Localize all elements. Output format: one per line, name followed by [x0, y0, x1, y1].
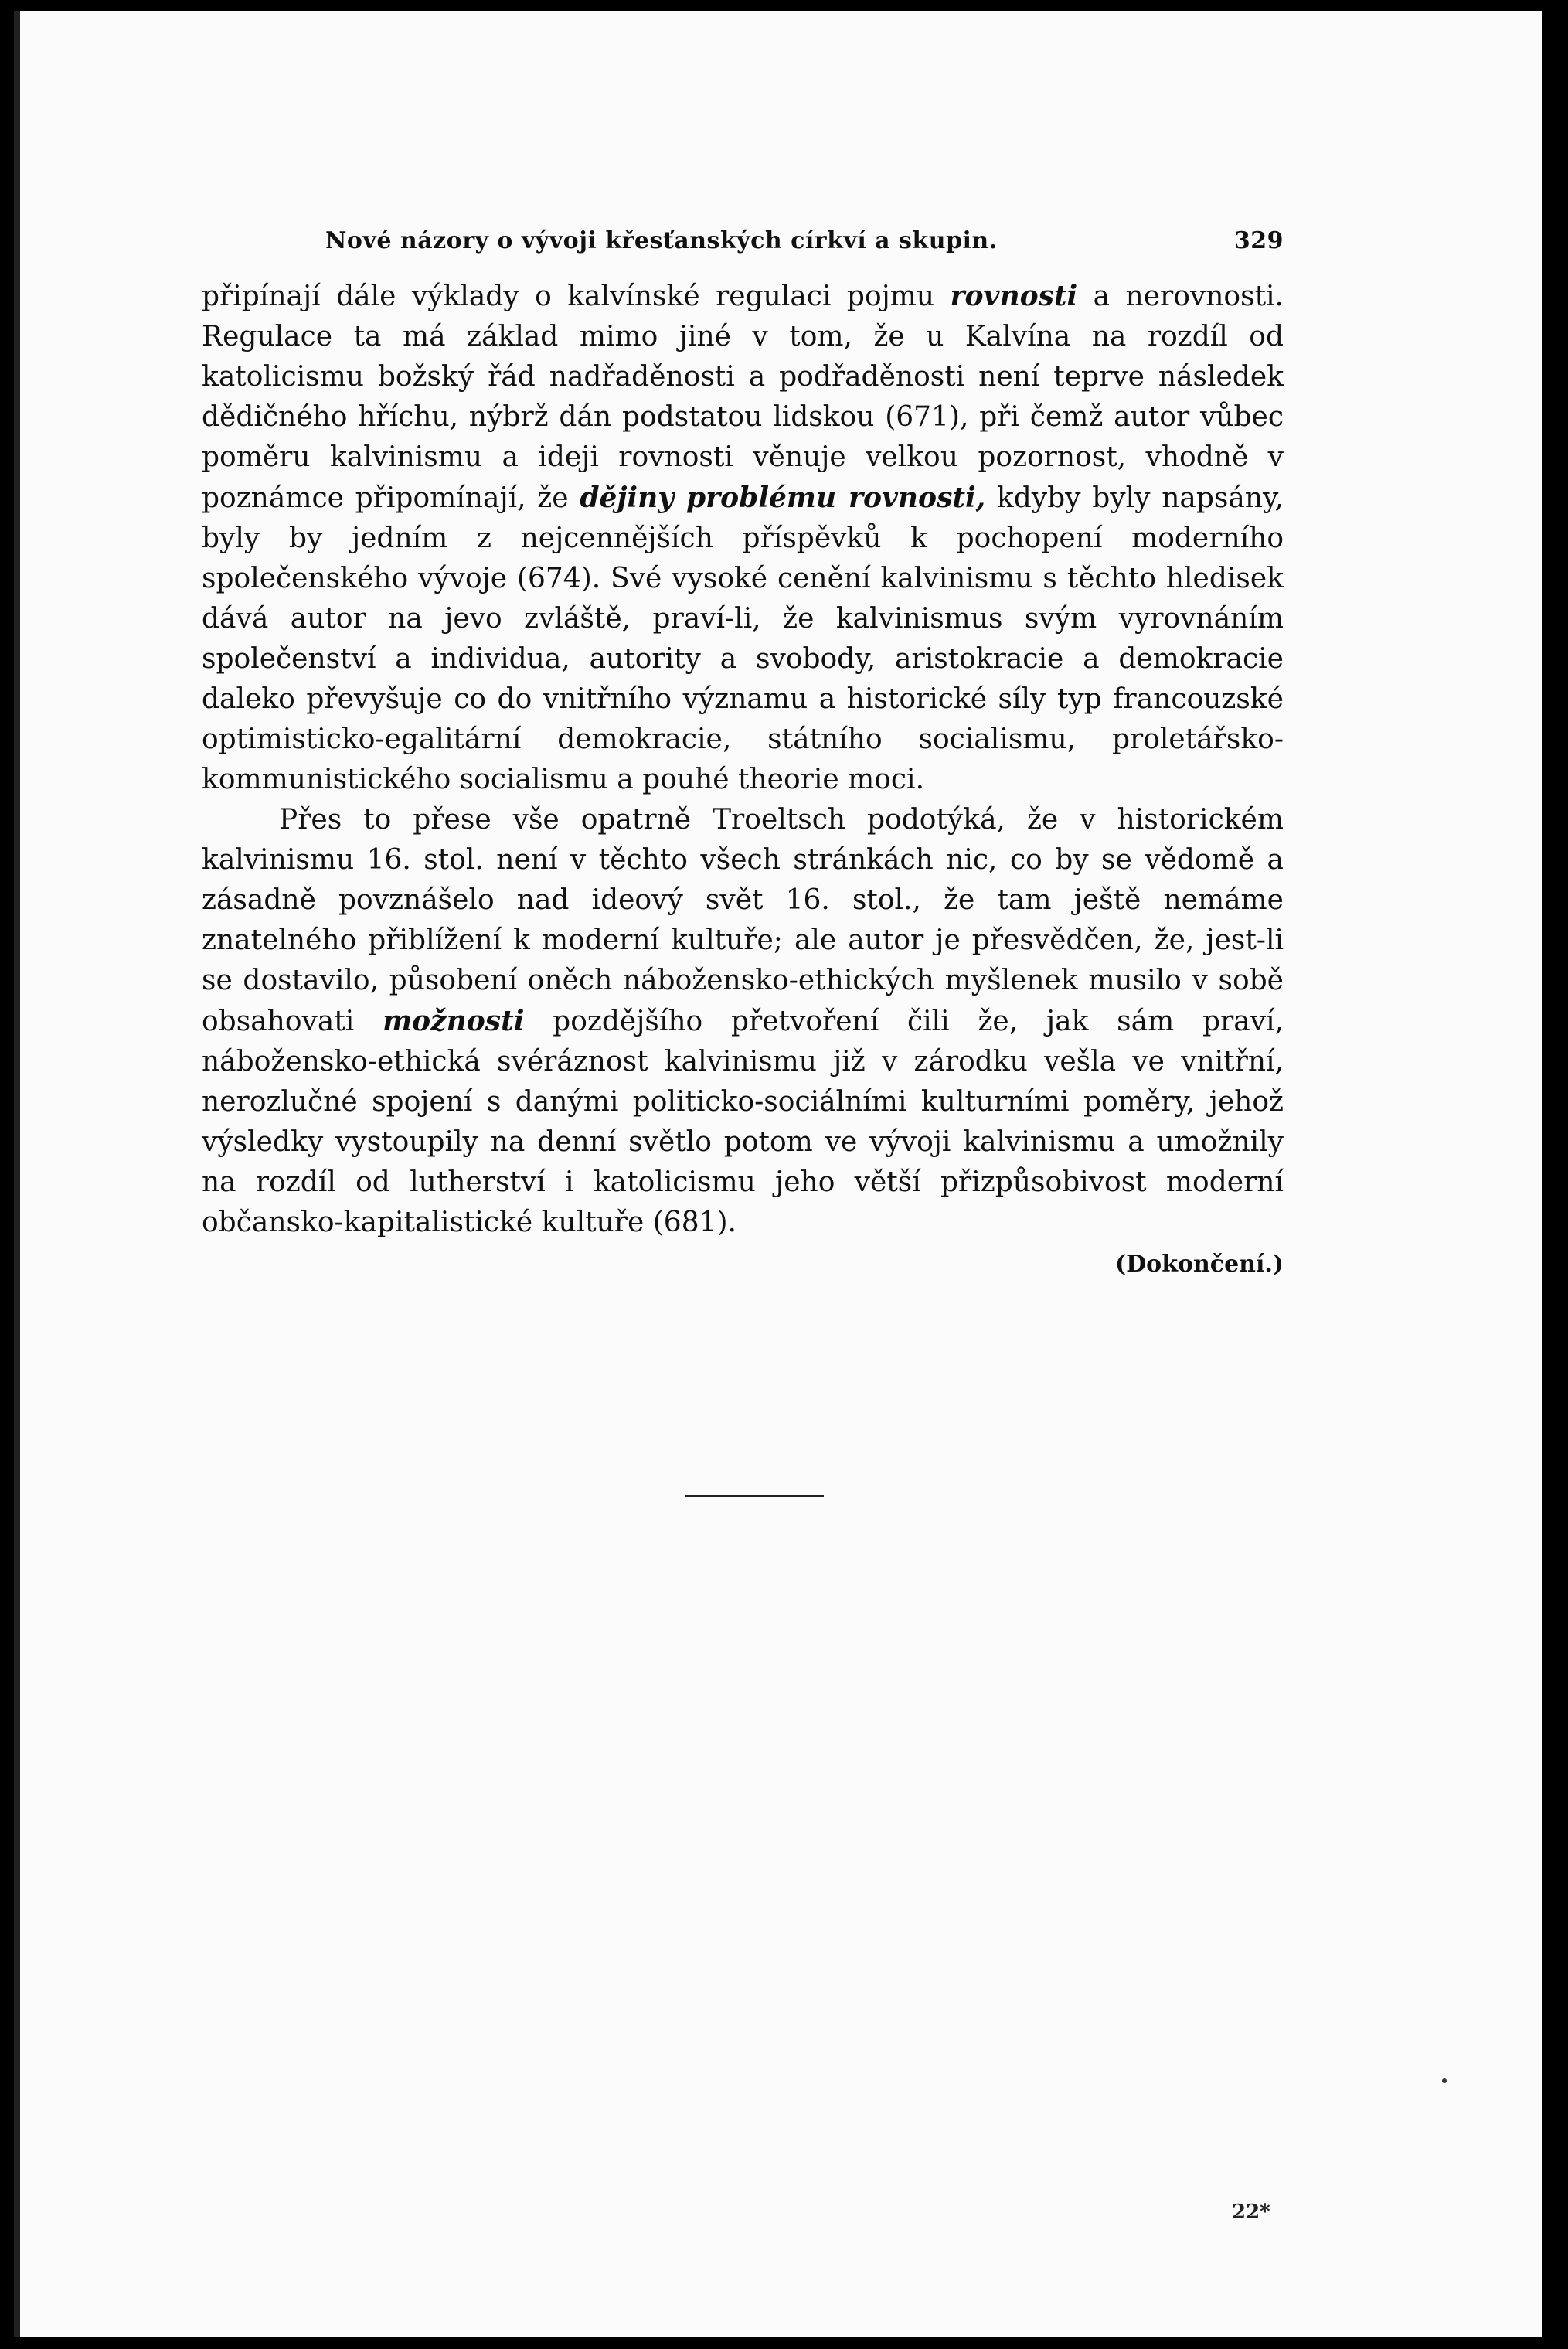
text-block	[202, 227, 1284, 1278]
speck-mark	[1442, 2078, 1447, 2083]
end-note: (Dokončení.)	[1114, 1251, 1284, 1278]
paragraph-2	[202, 800, 1284, 1243]
paragraph-2-text-b: pozdějšího přetvoření čili že, jak sám praví, nábožensko-ethická svéráznost kalvinismu již v zárodku vešla ve vnitřní, nerozlučné spojení s danými politicko-sociálními kulturními poměry, jehož výsledky vystoupily na denní světlo potom ve vývoji kalvinismu a umožnily na rozdíl od lutherství i katolicismu jeho větší přizpůsobivost moderní občansko-kapitalistické kultuře (681).	[202, 1006, 1284, 1238]
printer-signature-mark: 22*	[1232, 2201, 1270, 2224]
section-divider	[685, 1495, 824, 1497]
paragraph-2-text-a: Přes to přese vše opatrně Troeltsch podotýká, že v historickém kalvinismu 16. stol. není v těchto všech stránkách nic, co by se vědomě a zásadně povznášelo nad ideový svět 16. stol., že tam ještě nemáme znatelného přiblížení k moderní kultuře; ale autor je přesvědčen, že, jest-li se dostavilo, působení oněch nábožensko-ethických myšlenek musilo v sobě obsahovati	[202, 804, 1284, 1037]
paragraph-1-text-a: připínají dále výklady o kalvínské regulaci pojmu	[202, 281, 951, 312]
document-page	[14, 11, 1542, 2337]
paragraph-2-emphasis: možnosti	[383, 1005, 525, 1037]
paragraph-1-text-c: kdyby byly napsány, byly by jedním z nejcennějších příspěvků k pochopení moderního společenského vývoje (674). Své vysoké cenění kalvinismu s těchto hledisek dává autor na jevo zvláště, praví-li, že kalvinismus svým vyrovnáním společenství a individua, autority a svobody, aristokracie a demokracie daleko převyšuje co do vnitřního významu a historické síly typ francouzské optimisticko-egalitární demokracie, státního socialismu, proletářsko-kommunistického socialismu a pouhé theorie moci.	[202, 482, 1284, 795]
running-title: Nové názory o vývoji křesťanských církví a skupin.	[325, 227, 998, 254]
page-number: 329	[1233, 227, 1284, 254]
body-text	[202, 276, 1284, 1243]
paragraph-1-text-b: a nerovnosti. Regulace ta má základ mimo jiné v tom, že u Kalvína na rozdíl od katolicismu božský řád nadřaděnosti a podřaděnosti není teprve následek dědičného hříchu, nýbrž dán podstatou lidskou (671), při čemž autor vůbec poměru kalvinismu a ideji rovnosti věnuje velkou pozornost, vhodně v poznámce připomínají, že	[202, 281, 1284, 514]
paragraph-1-emphasis-a: rovnosti	[950, 280, 1078, 312]
paragraph-1-emphasis-b: dějiny problému rovnosti,	[580, 482, 986, 514]
running-head	[202, 227, 1284, 254]
paragraph-1	[202, 276, 1284, 800]
